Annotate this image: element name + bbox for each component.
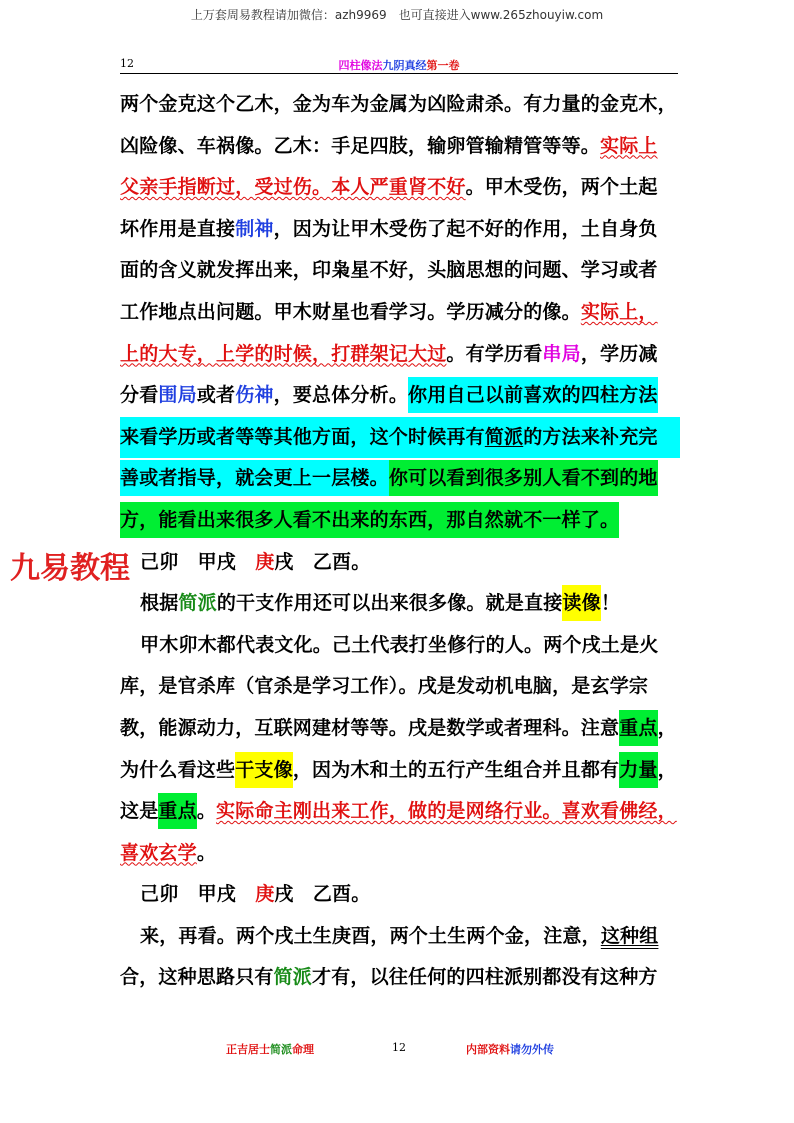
note-red: 实际上 — [600, 134, 658, 157]
text-line-underlined: 合，这种思路只有简派才有，以往任何的四柱派别都没有这种方 — [120, 957, 680, 999]
highlight-green: 重点 — [158, 793, 196, 829]
text-line: 两个金克这个乙木，金为车为金属为凶险肃杀。有力量的金克木， — [120, 93, 677, 115]
text-line-highlighted: 来看学历或者等等其他方面，这个时候再有简派的方法来补充完 — [120, 417, 680, 459]
page-header — [120, 57, 678, 74]
header-title-part: 四柱像法 — [338, 59, 383, 72]
text-line: 教，能源动力，互联网建材等等。戌是数学或者理科。注意重点， — [120, 708, 680, 750]
text-line: 这是重点。实际命主刚出来工作，做的是网络行业。喜欢看佛经， — [120, 791, 680, 833]
highlight-yellow: 干支像 — [235, 752, 293, 788]
term-blue: 围局 — [158, 384, 197, 407]
text-line: 喜欢玄学。 — [120, 833, 680, 875]
footer-page-number: 12 — [392, 1041, 406, 1054]
highlight-green: 你可以看到很多别人看不到的地 — [389, 460, 658, 496]
note-red: 上的大专，上学的时候，打群架记大过 — [120, 342, 447, 365]
footer-left: 正吉居士简派命理 — [226, 1043, 314, 1056]
header-title — [120, 57, 678, 73]
text-line: 上的大专，上学的时候，打群架记大过。有学历看串局，学历减 — [120, 334, 680, 376]
highlight-green: 重点 — [619, 710, 657, 746]
header-title-part: 第一卷 — [426, 59, 460, 72]
ganzhi-red: 庚 — [255, 883, 275, 906]
document-body — [120, 84, 680, 999]
highlight-cyan: 你用自己以前喜欢的四柱方法 — [408, 377, 658, 413]
text-line: 工作地点出问题。甲木财星也看学习。学历减分的像。实际上， — [120, 292, 680, 334]
footer-right: 内部资料请勿外传 — [466, 1043, 554, 1056]
text-line: 库，是官杀库（官杀是学习工作）。戌是发动机电脑，是玄学宗 — [120, 675, 649, 698]
term-blue: 伤神 — [235, 384, 274, 407]
note-red: 喜欢玄学 — [120, 841, 197, 864]
term-green: 简派 — [273, 966, 313, 989]
ganzhi-red: 庚 — [255, 550, 275, 573]
ganzhi-line: 己卯 甲戌 庚戌 乙酉。 — [120, 874, 680, 916]
text-line: 坏作用是直接制神，因为让甲木受伤了起不好的作用，土自身负 — [120, 209, 680, 251]
note-red: 父亲手指断过，受过伤。本人严重肾不好 — [120, 176, 466, 199]
highlight-yellow: 读像 — [562, 585, 600, 621]
term-double-underlined: 这种组 — [600, 924, 659, 947]
text-line: 根据简派的干支作用还可以出来很多像。就是直接读像！ — [120, 583, 680, 625]
text-line: 面的含义就发挥出来，印枭星不好，头脑思想的问题、学习或者 — [120, 259, 658, 282]
highlight-green: 方，能看出来很多人看不出来的东西，那自然就不一样了。 — [120, 502, 619, 538]
text-line: 甲木卯木都代表文化。己土代表打坐修行的人。两个戌土是火 — [140, 633, 659, 656]
term-magenta: 串局 — [542, 342, 581, 365]
watermark-logo: 九易教程 — [8, 543, 132, 587]
note-red: 实际命主刚出来工作，做的是网络行业。喜欢看佛经， — [216, 800, 677, 823]
header-title-part: 九阴真经 — [382, 59, 427, 72]
ganzhi-line: 己卯 甲戌 庚戌 乙酉。 — [120, 542, 680, 584]
text-line: 为什么看这些干支像，因为木和土的五行产生组合并且都有力量， — [120, 750, 680, 792]
highlight-cyan: 善或者指导，就会更上一层楼。 — [120, 460, 389, 496]
header-page-number: 12 — [120, 57, 134, 70]
term-underlined: 简派 — [484, 425, 524, 448]
note-red: 实际上， — [580, 300, 658, 323]
text-line: 凶险像、车祸像。乙木：手足四肢，输卵管输精管等等。实际上 — [120, 126, 680, 168]
top-banner: 上万套周易教程请加微信：azh9969 也可直接进入www.265zhouyiw.com — [190, 8, 604, 22]
text-line: 来，再看。两个戌土生庚酉，两个土生两个金，注意，这种组 — [120, 916, 680, 958]
term-green: 简派 — [178, 592, 217, 615]
text-line — [120, 458, 680, 500]
text-line: 父亲手指断过，受过伤。本人严重肾不好。甲木受伤，两个土起 — [120, 167, 680, 209]
text-line: 分看围局或者伤神，要总体分析。你用自己以前喜欢的四柱方法 — [120, 375, 680, 417]
text-line — [120, 500, 680, 542]
term-blue: 制神 — [235, 217, 274, 240]
highlight-green: 力量 — [619, 752, 657, 788]
